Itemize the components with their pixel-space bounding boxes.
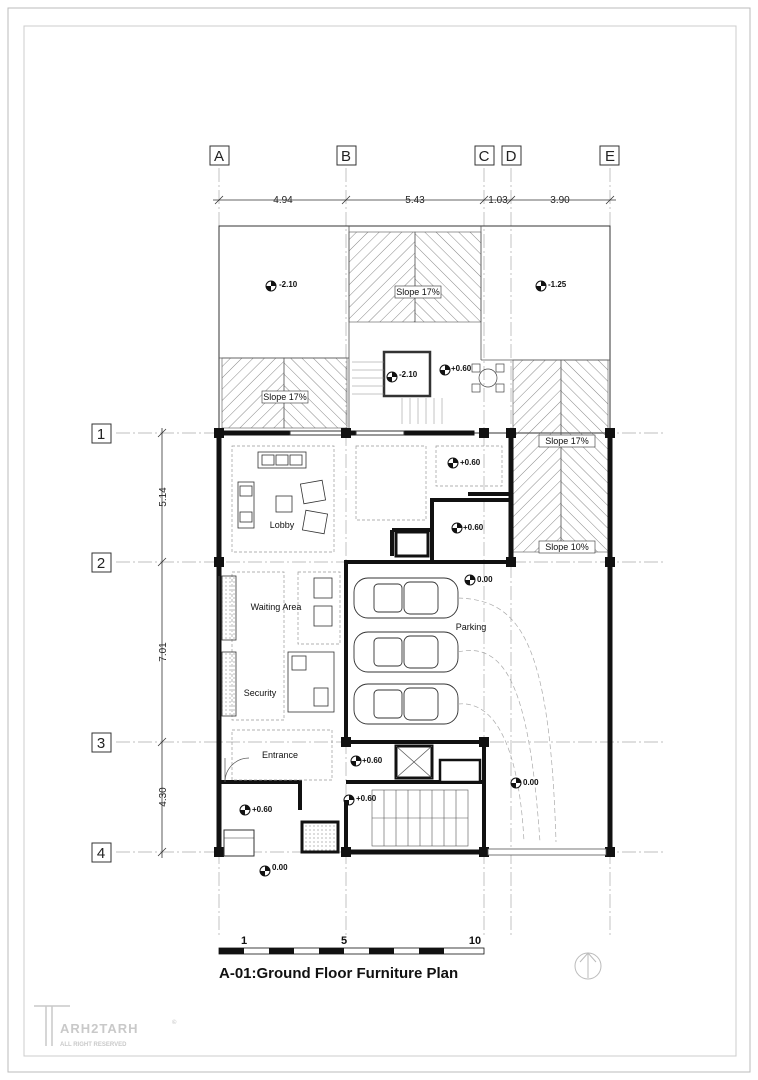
- ramp-top-hatch-right: [415, 232, 481, 322]
- waiting-furniture: [222, 576, 334, 716]
- rugs: [232, 446, 502, 780]
- dim-a-b: 4.94: [273, 195, 293, 206]
- sheet-border-outer: [8, 8, 750, 1072]
- street-steps: [224, 830, 254, 856]
- ramp-top-hatch-left: [349, 232, 415, 322]
- grid-col-c: C: [478, 148, 490, 165]
- car-1: [354, 578, 458, 618]
- room-lobby: Lobby: [269, 520, 295, 530]
- sheet-border-inner: [24, 26, 736, 1056]
- level-elevator: +0.60: [362, 756, 383, 765]
- level-yard-right: -1.25: [548, 280, 567, 289]
- slope-left-yard: Slope 17%: [263, 392, 307, 402]
- grid-row-3: 3: [96, 735, 106, 752]
- right-yard-hatch-b: [561, 360, 608, 552]
- logo-name: ARH2TARH: [60, 1021, 139, 1036]
- level-lobby-side: +0.60: [460, 458, 481, 467]
- scale-label-1: 1: [240, 935, 248, 947]
- level-yard-left: -2.10: [279, 280, 298, 289]
- car-3: [354, 684, 458, 724]
- logo-mark: ©: [172, 1020, 177, 1026]
- grid-col-a: A: [213, 148, 225, 165]
- room-entrance: Entrance: [261, 750, 299, 760]
- planter-corner: [302, 822, 338, 852]
- slope-ramp-top: Slope 17%: [396, 287, 440, 297]
- level-lobby-lower: +0.60: [463, 523, 484, 532]
- north-arrow-icon: [575, 953, 601, 979]
- level-parking-lower: 0.00: [523, 778, 539, 787]
- level-street: 0.00: [272, 863, 288, 872]
- level-stair-landing: +0.60: [356, 794, 377, 803]
- level-stair-pit: -2.10: [399, 370, 418, 379]
- dim-b-c: 5.43: [405, 195, 425, 206]
- grid-row-4: 4: [96, 845, 106, 862]
- grid-row-labels: [92, 424, 111, 862]
- scale-label-5: 5: [340, 935, 348, 947]
- service-closet: [440, 760, 480, 782]
- car-2: [354, 632, 458, 672]
- grid-col-d: D: [505, 148, 517, 165]
- level-parking-top: 0.00: [477, 575, 493, 584]
- level-terrace: +0.60: [451, 364, 472, 373]
- dim-3-4: 4.30: [158, 787, 169, 807]
- grid-row-2: 2: [96, 555, 106, 572]
- dim-d-e: 3.90: [550, 195, 570, 206]
- grid-row-1: 1: [96, 426, 106, 443]
- level-entry-landing: +0.60: [252, 805, 273, 814]
- dim-2-3: 7.01: [158, 642, 169, 662]
- room-parking: Parking: [455, 622, 487, 632]
- dim-1-2: 5.14: [158, 487, 169, 507]
- slope-right-top: Slope 17%: [545, 436, 589, 446]
- parking-entry-gate: [488, 849, 606, 855]
- room-security: Security: [243, 688, 277, 698]
- logo-tagline: ALL RIGHT RESERVED: [60, 1042, 127, 1048]
- grid-col-b: B: [340, 148, 352, 165]
- main-staircase: [372, 790, 468, 846]
- slope-right-bottom: Slope 10%: [545, 542, 589, 552]
- scale-label-10: 10: [468, 935, 482, 947]
- grid-column-labels: [210, 146, 619, 165]
- grid-col-e: E: [604, 148, 616, 165]
- shaft-lobby: [396, 532, 428, 556]
- entrance-door: [225, 758, 249, 782]
- scale-bar: [219, 948, 484, 954]
- terrace-table-set: [472, 364, 504, 392]
- dim-c-d: 1.03: [488, 195, 508, 206]
- drawing-title: A-01:Ground Floor Furniture Plan: [219, 965, 459, 982]
- car-turning-paths: [455, 598, 556, 842]
- right-yard-hatch-a: [513, 360, 561, 552]
- room-waiting-area: Waiting Area: [250, 602, 302, 612]
